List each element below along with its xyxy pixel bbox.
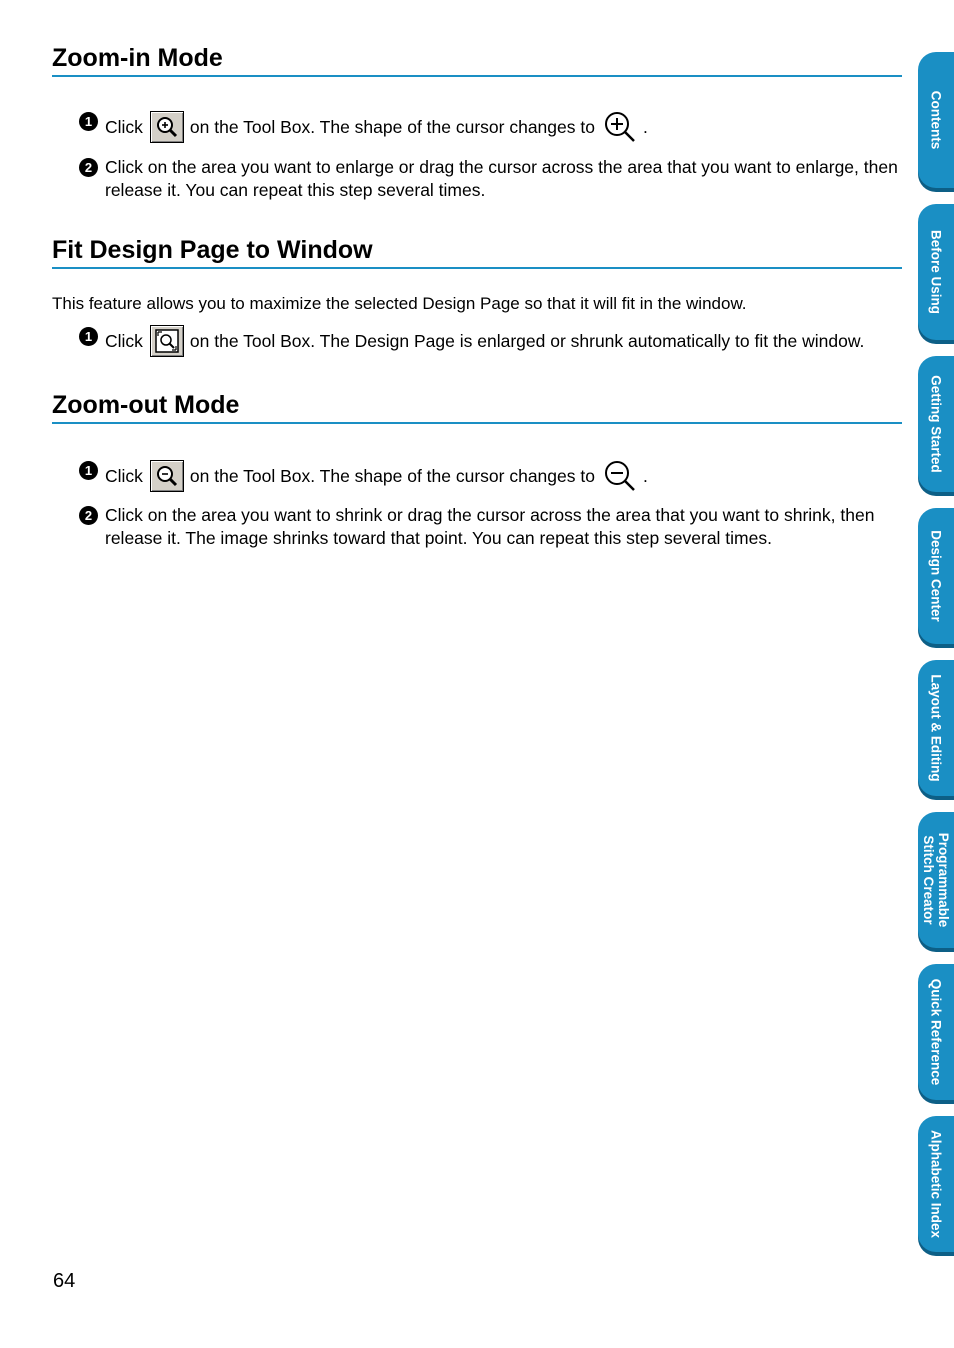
step-text: Click on the area you want to shrink or drag the cursor across the area that you want to shrink, then release it. The image shrinks toward that point. You can repeat this step several times. <box>105 505 875 548</box>
step-text: on the Tool Box. The shape of the cursor changes to <box>189 116 595 137</box>
tab-label: Quick Reference <box>928 978 944 1086</box>
tab-alphabetic-index[interactable] <box>918 1116 954 1252</box>
step-number: 2 <box>79 158 98 177</box>
fit-section <box>52 236 902 269</box>
zoom-in-step-1 <box>79 110 904 144</box>
step-number: 1 <box>79 327 98 346</box>
tab-quick-reference[interactable] <box>918 964 954 1100</box>
zoom-in-section <box>52 44 902 77</box>
fit-window-tool-button[interactable] <box>150 325 184 357</box>
step-text: on the Tool Box. The Design Page is enlarged or shrunk automatically to fit the window. <box>189 330 865 351</box>
tab-label: Getting Started <box>928 375 944 473</box>
tab-design-center[interactable] <box>918 508 954 644</box>
click-label: Click <box>105 330 143 351</box>
tab-layout-editing[interactable] <box>918 660 954 796</box>
tab-label: Alphabetic Index <box>928 1129 944 1239</box>
zoom-out-tool-button[interactable] <box>150 460 184 492</box>
zoom-out-step-1 <box>79 459 904 493</box>
fit-heading: Fit Design Page to Window <box>52 236 902 269</box>
zoom-in-cursor-icon <box>603 110 637 144</box>
tab-programmable-stitch-creator[interactable] <box>918 812 954 948</box>
click-label: Click <box>105 116 143 137</box>
fit-step-1 <box>79 325 904 357</box>
tab-label: Programmable Stitch Creator <box>921 832 951 928</box>
tab-label: Contents <box>928 90 944 150</box>
zoom-in-icon <box>154 114 180 140</box>
tab-label: Design Center <box>928 530 944 622</box>
zoom-in-step-2 <box>79 156 904 202</box>
zoom-out-icon <box>154 463 180 489</box>
zoom-out-step-2 <box>79 504 904 550</box>
page-number: 64 <box>53 1270 76 1292</box>
zoom-out-cursor-icon <box>603 459 637 493</box>
step-number: 1 <box>79 112 98 131</box>
step-text: Click on the area you want to enlarge or drag the cursor across the area that you want to enlarge, then release it. You can repeat this step several times. <box>105 157 898 200</box>
step-period: . <box>642 116 648 137</box>
fit-intro: This feature allows you to maximize the selected Design Page so that it will fit in the window. <box>52 294 747 313</box>
step-number: 2 <box>79 506 98 525</box>
step-period: . <box>642 465 648 486</box>
step-text: on the Tool Box. The shape of the cursor changes to <box>189 465 595 486</box>
tab-before-using[interactable] <box>918 204 954 340</box>
fit-window-icon <box>154 328 180 354</box>
click-label: Click <box>105 465 143 486</box>
step-number: 1 <box>79 461 98 480</box>
zoom-out-heading: Zoom-out Mode <box>52 391 902 424</box>
zoom-in-tool-button[interactable] <box>150 111 184 143</box>
tab-label: Before Using <box>928 229 944 315</box>
zoom-out-section <box>52 391 902 424</box>
tab-getting-started[interactable] <box>918 356 954 492</box>
tab-contents[interactable] <box>918 52 954 188</box>
zoom-in-heading: Zoom-in Mode <box>52 44 902 77</box>
tab-label: Layout & Editing <box>928 674 944 782</box>
